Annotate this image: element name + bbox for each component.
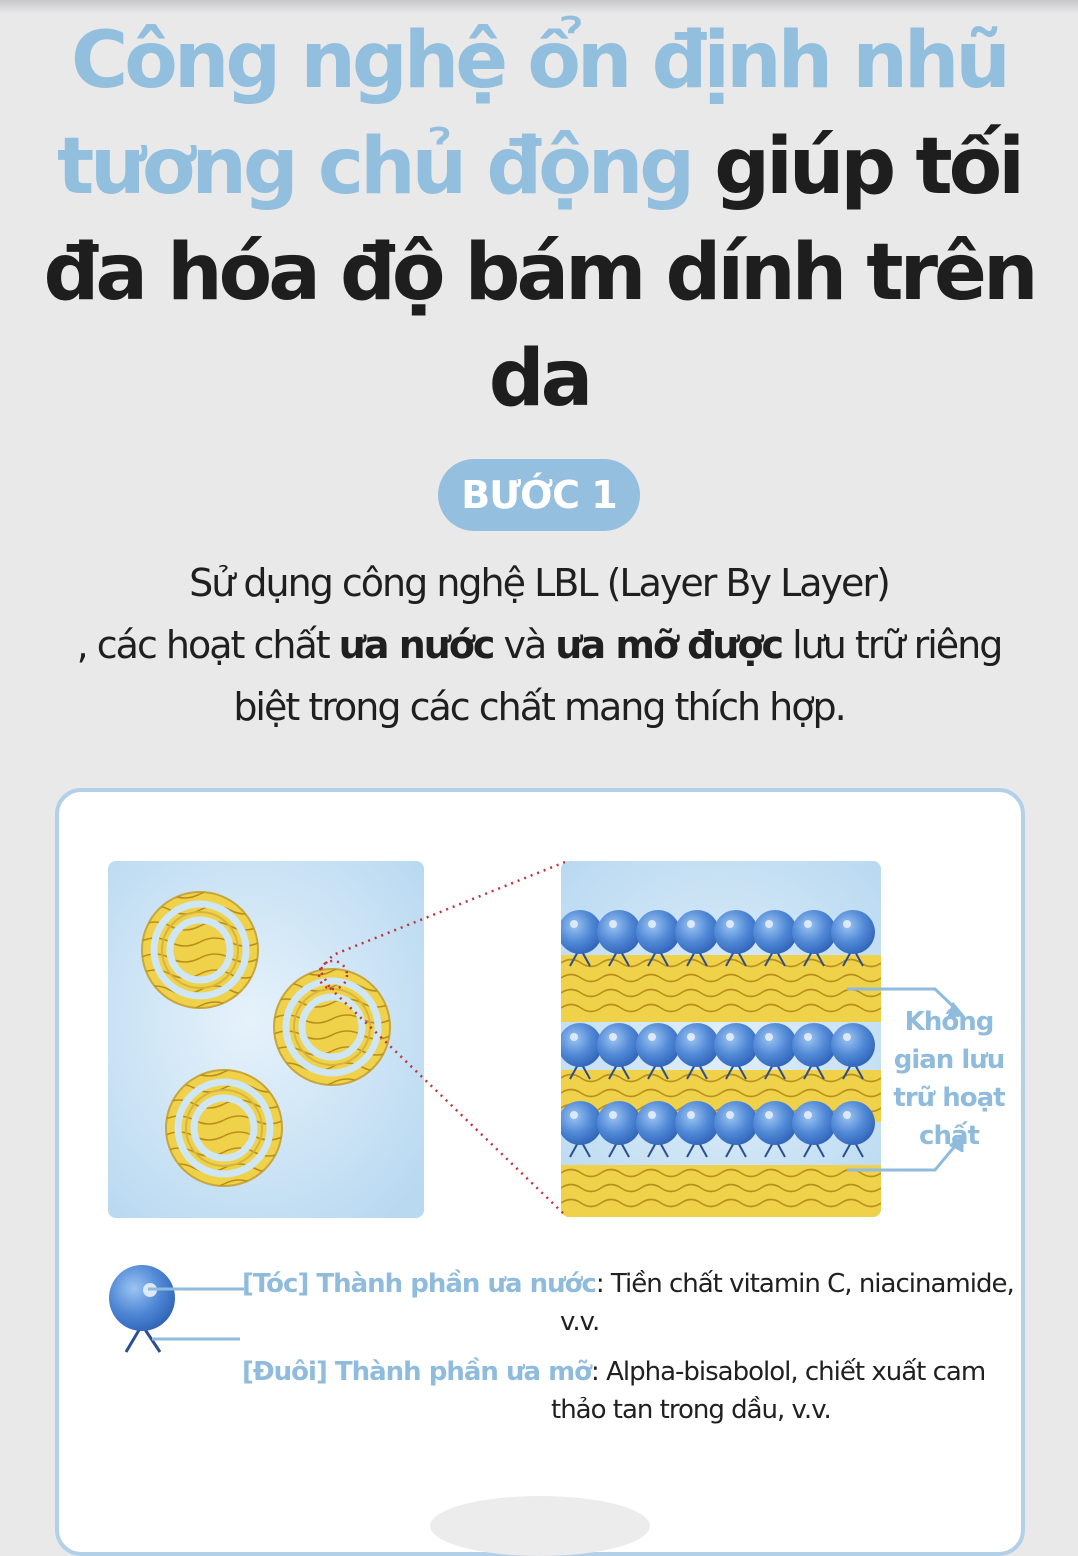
lipid-head-shine [726, 1111, 734, 1119]
lipid-head [636, 1023, 680, 1067]
lipid-head [753, 1101, 797, 1145]
lipid-head-shine [843, 1111, 851, 1119]
lipid-head [831, 1023, 875, 1067]
lipid-head-shine [843, 1033, 851, 1041]
lbl-particle [166, 1070, 282, 1186]
lipid-head-shine [570, 1033, 578, 1041]
bottom-decoration [430, 1496, 650, 1556]
lipid-head [675, 1101, 719, 1145]
lipid-head-shine [726, 920, 734, 928]
legend-molecule [109, 1265, 244, 1352]
lipid-head [714, 1101, 758, 1145]
legend-head-text: : Tiền chất vitamin C, niacinamide, [595, 1269, 1014, 1299]
lipid-head-shine [609, 1111, 617, 1119]
lipid-head [792, 1101, 836, 1145]
lipid-head-shine [804, 920, 812, 928]
lipid-head-shine [687, 920, 695, 928]
legend-tail-text: : Alpha-bisabolol, chiết xuất cam [591, 1357, 986, 1387]
legend-tail-line-2: thảo tan trong dầu, v.v. [551, 1395, 831, 1425]
lipid-head [597, 1023, 641, 1067]
title-highlight-2: tương chủ động [56, 122, 692, 212]
lipid-head [831, 910, 875, 954]
lipid-head [831, 1101, 875, 1145]
lipid-head [753, 1023, 797, 1067]
lipid-head-shine [804, 1111, 812, 1119]
lipid-head-shine [609, 1033, 617, 1041]
lipid-head-shine [765, 920, 773, 928]
lipid-head-shine [648, 1033, 656, 1041]
lipid-head-shine [687, 1033, 695, 1041]
description-text: , các hoạt chất [76, 623, 339, 667]
lipid-head-shine [843, 920, 851, 928]
lipid-head [714, 910, 758, 954]
legend-tail-line-1 [242, 1353, 985, 1391]
lipid-head-shine [765, 1033, 773, 1041]
lipid-head [675, 1023, 719, 1067]
legend-head-line-2: v.v. [560, 1307, 600, 1337]
title-dark-2: giúp tối [691, 122, 1021, 212]
description-bold-stored: được [687, 623, 783, 667]
lipid-head [558, 1101, 602, 1145]
description-line-3: biệt trong các chất mang thích hợp. [233, 685, 845, 729]
lipid-head-shine [570, 920, 578, 928]
step-badge: BƯỚC 1 [438, 459, 640, 531]
lbl-particle [142, 892, 258, 1008]
description-text: lưu trữ riêng [782, 623, 1002, 667]
lipid-head [636, 910, 680, 954]
lipid-head-shine [804, 1033, 812, 1041]
lipid-head [558, 1023, 602, 1067]
description-bold-water: ưa nước [338, 623, 494, 667]
title-line-3: đa hóa độ bám dính trên [43, 228, 1035, 318]
legend-head-label: [Tóc] Thành phần ưa nước [242, 1269, 596, 1299]
lipid-head [714, 1023, 758, 1067]
lipid-head [597, 1101, 641, 1145]
lipid-head [792, 910, 836, 954]
lipid-head-shine [687, 1111, 695, 1119]
title-highlight-1: Công nghệ ổn định nhũ [71, 16, 1007, 106]
lipid-head-shine [648, 920, 656, 928]
lipid-head-shine [726, 1033, 734, 1041]
lipid-head [597, 910, 641, 954]
lipid-head [558, 910, 602, 954]
lbl-particle [274, 969, 390, 1085]
lipid-head-shine [609, 920, 617, 928]
storage-space-label: Không gian lưu trữ hoạt chất [893, 1007, 1005, 1151]
legend-tail-label: [Đuôi] Thành phần ưa mỡ [242, 1357, 592, 1387]
description-text: và [493, 623, 556, 667]
description-line-1: Sử dụng công nghệ LBL (Layer By Layer) [189, 561, 889, 605]
title-line-4: da [488, 334, 590, 424]
lipid-head [792, 1023, 836, 1067]
lipid-head-shine [765, 1111, 773, 1119]
lipid-head-shine [648, 1111, 656, 1119]
legend-head-line-1 [242, 1265, 1014, 1303]
description-bold-oil: ưa mỡ [555, 623, 678, 667]
lipid-head [675, 910, 719, 954]
lipid-head [636, 1101, 680, 1145]
lipid-head-shine [570, 1111, 578, 1119]
lipid-head [753, 910, 797, 954]
